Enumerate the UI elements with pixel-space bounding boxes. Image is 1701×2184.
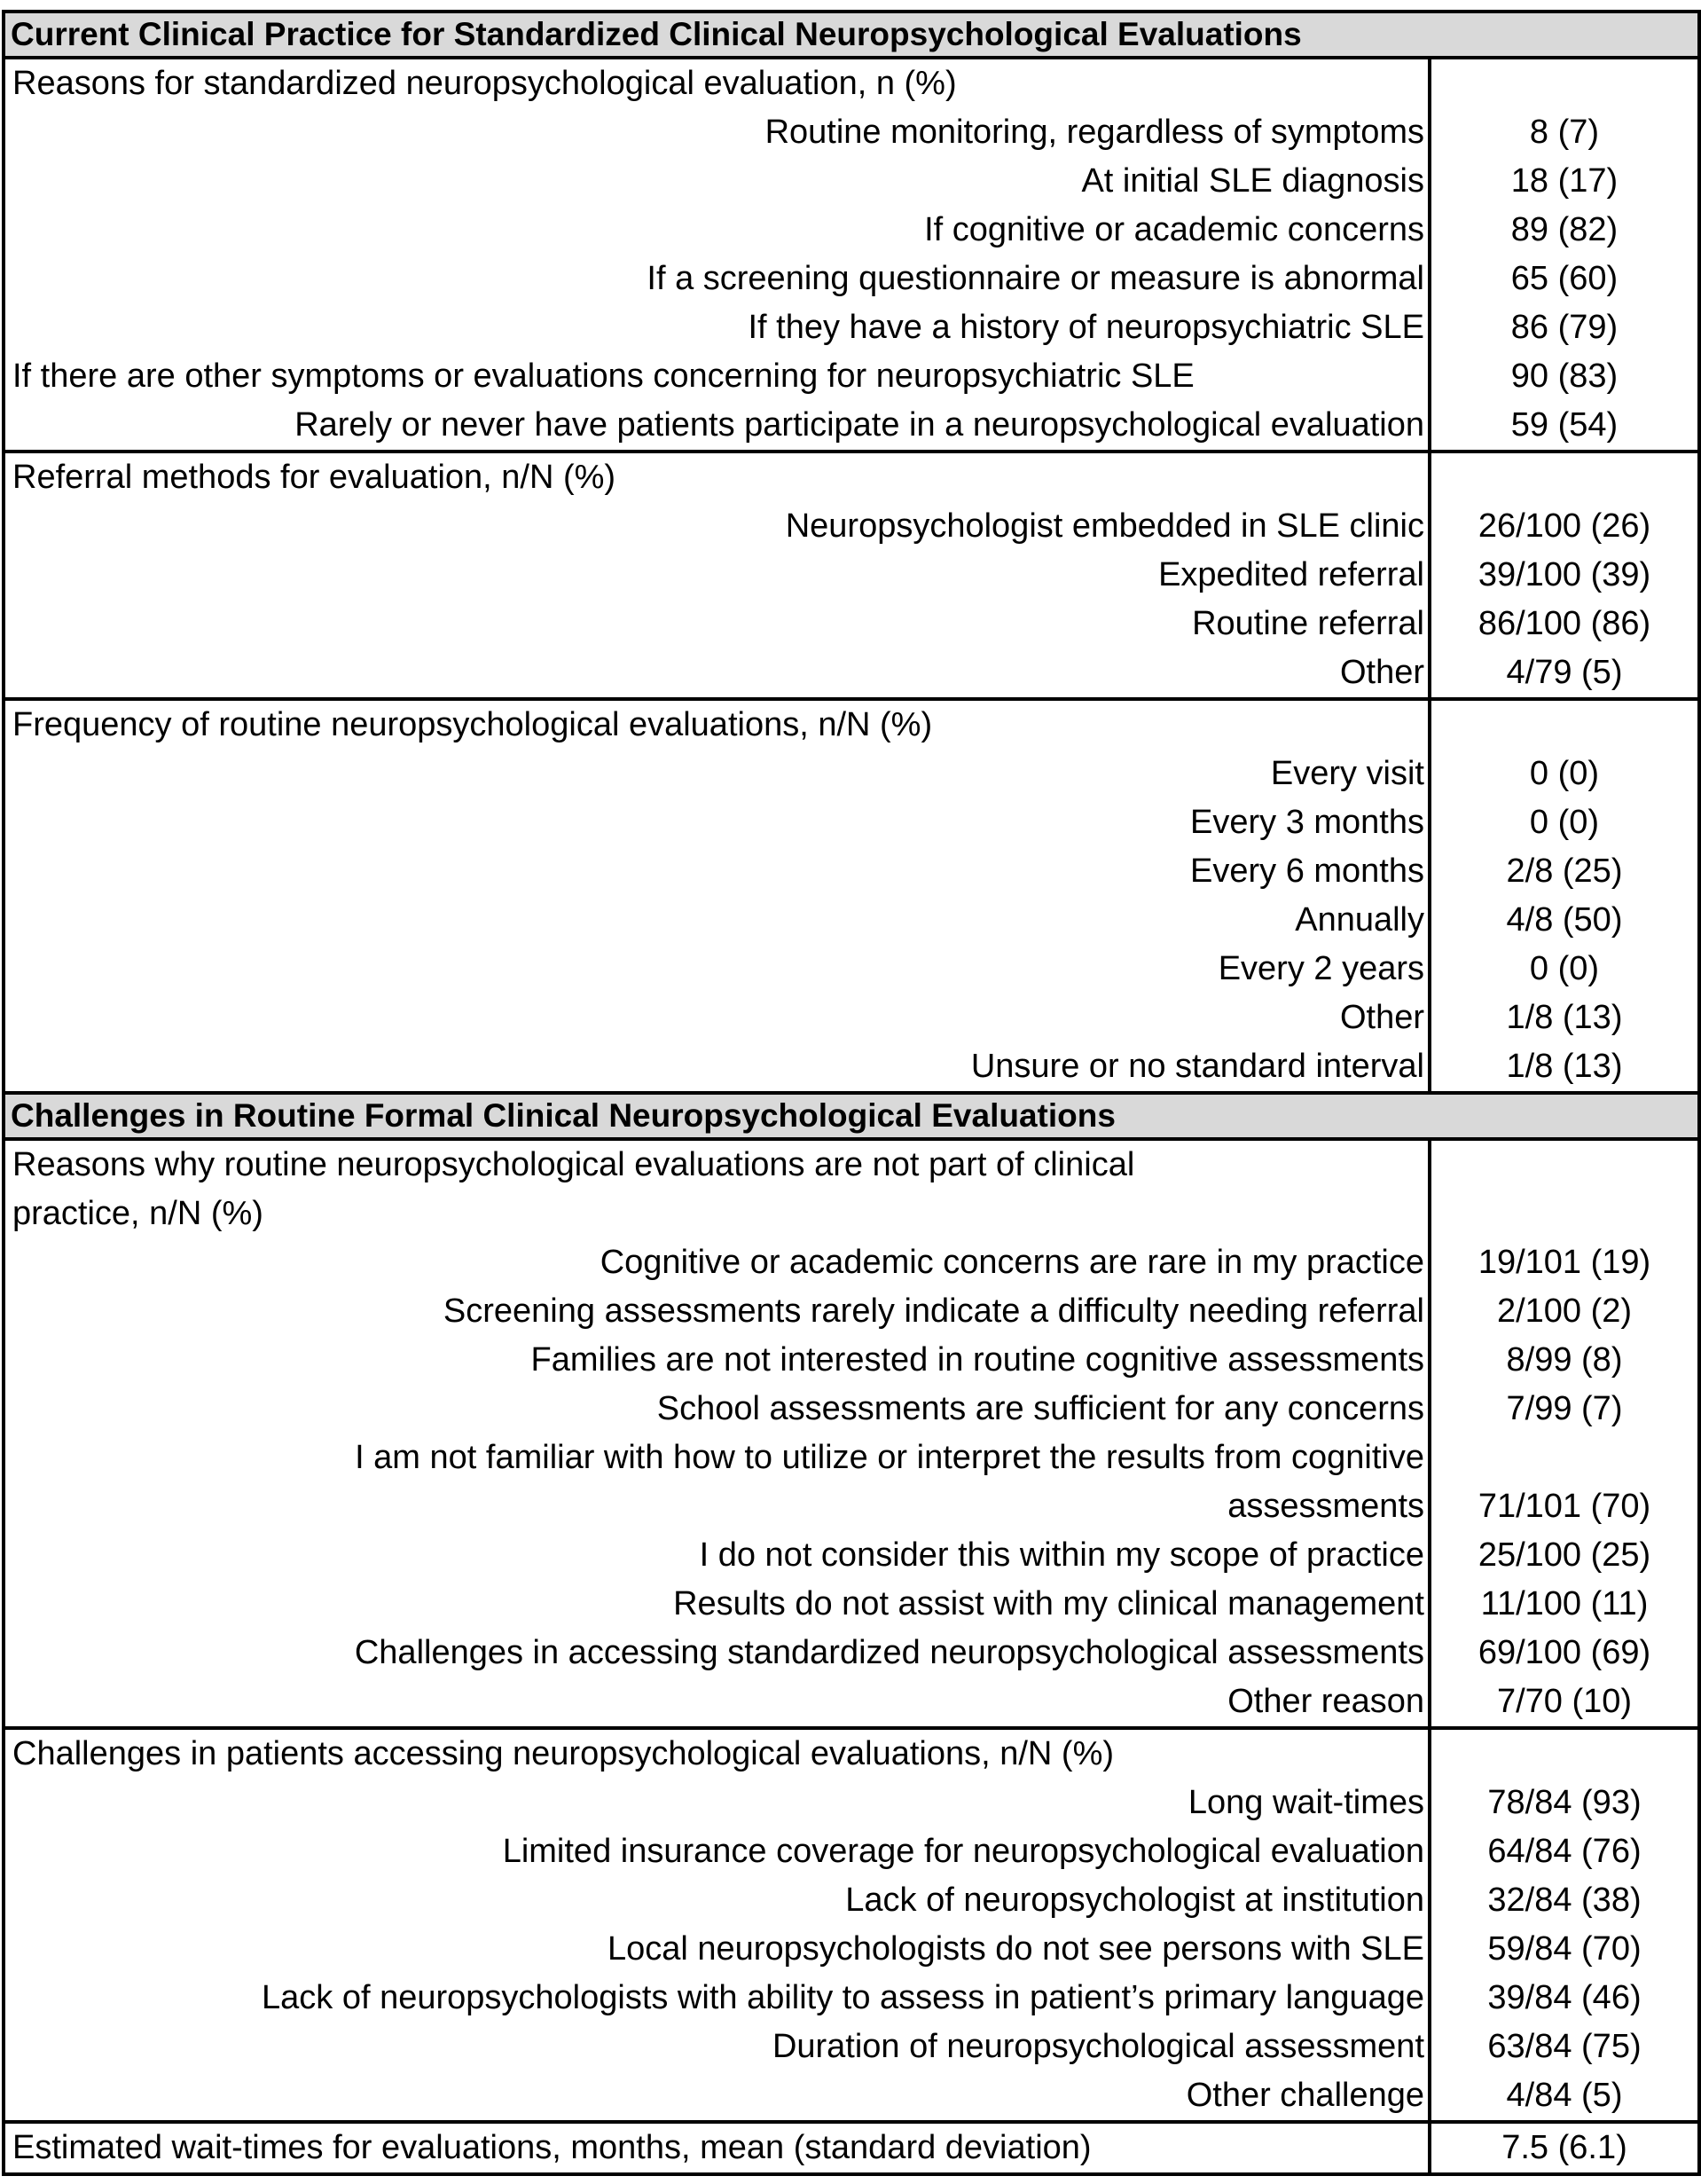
row-label: Other reason <box>1227 1683 1424 1720</box>
row-value: 4/79 (5) <box>1506 654 1623 691</box>
section-header-current-practice <box>5 13 1697 59</box>
row-value: 0 (0) <box>1529 950 1600 987</box>
row-value: 71/101 (70) <box>1478 1488 1651 1525</box>
group-reasons <box>5 59 1697 450</box>
row-value: 89 (82) <box>1510 211 1619 248</box>
value-column <box>1431 1141 1697 1726</box>
row-value: 64/84 (76) <box>1487 1833 1642 1870</box>
value-column <box>1431 701 1697 1091</box>
group-title: Estimated wait-times for evaluations, months, mean (standard deviation) <box>12 2129 1092 2166</box>
row-label: Unsure or no standard interval <box>970 1048 1424 1085</box>
group-title-line1: Reasons why routine neuropsychological evaluations are not part of clinical <box>12 1146 1135 1183</box>
row-value: 4/84 (5) <box>1506 2077 1623 2114</box>
row-label-line2: assessments <box>1227 1488 1424 1525</box>
row-label: Every 2 years <box>1218 950 1424 987</box>
row-value: 59 (54) <box>1510 406 1619 444</box>
row-value: 39/100 (39) <box>1478 556 1651 593</box>
row-value: 25/100 (25) <box>1478 1536 1651 1574</box>
group-title: Frequency of routine neuropsychological evaluations, n/N (%) <box>12 706 933 743</box>
label-column <box>5 59 1431 450</box>
row-value: 7/99 (7) <box>1506 1390 1623 1427</box>
value-column <box>1431 1730 1697 2120</box>
section-header-text: Current Clinical Practice for Standardized Clinical Neuropsychological Evaluations <box>11 16 1302 52</box>
row-label: Duration of neuropsychological assessment <box>772 2028 1424 2065</box>
label-column <box>5 1141 1431 1726</box>
row-label-line1: I am not familiar with how to utilize or interpret the results from cognitive <box>355 1439 1424 1476</box>
blank-cell <box>1431 1434 1697 1482</box>
row-value: 11/100 (11) <box>1480 1585 1649 1622</box>
row-value: 1/8 (13) <box>1506 999 1623 1036</box>
row-value: 59/84 (70) <box>1487 1930 1642 1968</box>
row-label: School assessments are sufficient for any concerns <box>656 1390 1424 1427</box>
row-label: Annually <box>1295 901 1424 939</box>
group-wait-times <box>5 2120 1697 2172</box>
row-label: I do not consider this within my scope of practice <box>699 1536 1424 1574</box>
blank-cell <box>1431 1141 1697 1190</box>
blank-cell <box>1431 701 1697 750</box>
row-value: 26/100 (26) <box>1478 507 1651 545</box>
row-value: 7.5 (6.1) <box>1501 2129 1627 2166</box>
label-column <box>5 1730 1431 2120</box>
group-access-challenges <box>5 1726 1697 2120</box>
blank-cell <box>1431 1730 1697 1779</box>
row-label: At initial SLE diagnosis <box>1081 162 1424 200</box>
value-column <box>1431 2124 1697 2172</box>
row-label: Cognitive or academic concerns are rare in my practice <box>600 1244 1424 1281</box>
row-label: Long wait-times <box>1188 1784 1424 1821</box>
row-value: 90 (83) <box>1510 357 1619 395</box>
row-label: Other challenge <box>1186 2077 1424 2114</box>
row-value: 0 (0) <box>1529 755 1600 792</box>
clinical-practice-table <box>2 10 1701 2176</box>
row-value: 78/84 (93) <box>1487 1784 1642 1821</box>
label-column <box>5 453 1431 697</box>
row-label: If there are other symptoms or evaluations concerning for neuropsychiatric SLE <box>12 357 1195 395</box>
row-label: Routine referral <box>1192 605 1424 642</box>
row-value: 8 (7) <box>1529 114 1600 151</box>
row-label: Local neuropsychologists do not see persons with SLE <box>608 1930 1424 1968</box>
row-label: Lack of neuropsychologists with ability to assess in patient’s primary language <box>262 1979 1424 2016</box>
row-value: 63/84 (75) <box>1487 2028 1642 2065</box>
group-title: Challenges in patients accessing neuropsychological evaluations, n/N (%) <box>12 1735 1115 1772</box>
row-label: Expedited referral <box>1158 556 1424 593</box>
row-value: 7/70 (10) <box>1496 1683 1633 1720</box>
row-label: Other <box>1339 999 1424 1036</box>
row-label: Screening assessments rarely indicate a difficulty needing referral <box>443 1292 1424 1330</box>
row-label: Routine monitoring, regardless of symptoms <box>764 114 1424 151</box>
blank-cell <box>1431 453 1697 502</box>
section-header-challenges <box>5 1091 1697 1141</box>
row-value: 32/84 (38) <box>1487 1882 1642 1919</box>
row-value: 65 (60) <box>1510 260 1619 297</box>
blank-cell <box>1431 59 1697 108</box>
row-value: 4/8 (50) <box>1506 901 1623 939</box>
group-referral-methods <box>5 450 1697 697</box>
row-label: Families are not interested in routine cognitive assessments <box>530 1341 1424 1379</box>
label-column <box>5 701 1431 1091</box>
row-value: 1/8 (13) <box>1506 1048 1623 1085</box>
group-reasons-not-routine <box>5 1141 1697 1726</box>
row-label: If they have a history of neuropsychiatric SLE <box>748 309 1424 346</box>
group-frequency <box>5 697 1697 1091</box>
row-value: 18 (17) <box>1510 162 1619 200</box>
label-column <box>5 2124 1431 2172</box>
row-label: Neuropsychologist embedded in SLE clinic <box>785 507 1424 545</box>
row-label: Other <box>1339 654 1424 691</box>
row-label: Rarely or never have patients participate in a neuropsychological evaluation <box>294 406 1424 444</box>
group-title: Reasons for standardized neuropsychological evaluation, n (%) <box>12 65 957 102</box>
blank-cell <box>1431 1190 1697 1238</box>
row-value: 69/100 (69) <box>1478 1634 1651 1671</box>
row-value: 39/84 (46) <box>1487 1979 1642 2016</box>
group-title-line2: practice, n/N (%) <box>12 1195 263 1232</box>
row-value: 0 (0) <box>1529 804 1600 841</box>
row-value: 19/101 (19) <box>1478 1244 1651 1281</box>
row-label: If a screening questionnaire or measure is abnormal <box>647 260 1424 297</box>
row-value: 86/100 (86) <box>1478 605 1651 642</box>
row-label: Results do not assist with my clinical management <box>673 1585 1424 1622</box>
row-label: Every visit <box>1270 755 1424 792</box>
row-label: If cognitive or academic concerns <box>924 211 1424 248</box>
row-label: Challenges in accessing standardized neuropsychological assessments <box>354 1634 1424 1671</box>
row-label: Limited insurance coverage for neuropsychological evaluation <box>502 1833 1424 1870</box>
row-value: 8/99 (8) <box>1506 1341 1623 1379</box>
row-value: 86 (79) <box>1510 309 1619 346</box>
section-header-text: Challenges in Routine Formal Clinical Neuropsychological Evaluations <box>11 1097 1116 1134</box>
row-value: 2/100 (2) <box>1496 1292 1633 1330</box>
row-label: Every 3 months <box>1190 804 1424 841</box>
row-label: Every 6 months <box>1190 852 1424 890</box>
row-value: 2/8 (25) <box>1506 852 1623 890</box>
value-column <box>1431 59 1697 450</box>
group-title: Referral methods for evaluation, n/N (%) <box>12 459 616 496</box>
value-column <box>1431 453 1697 697</box>
row-label: Lack of neuropsychologist at institution <box>845 1882 1424 1919</box>
